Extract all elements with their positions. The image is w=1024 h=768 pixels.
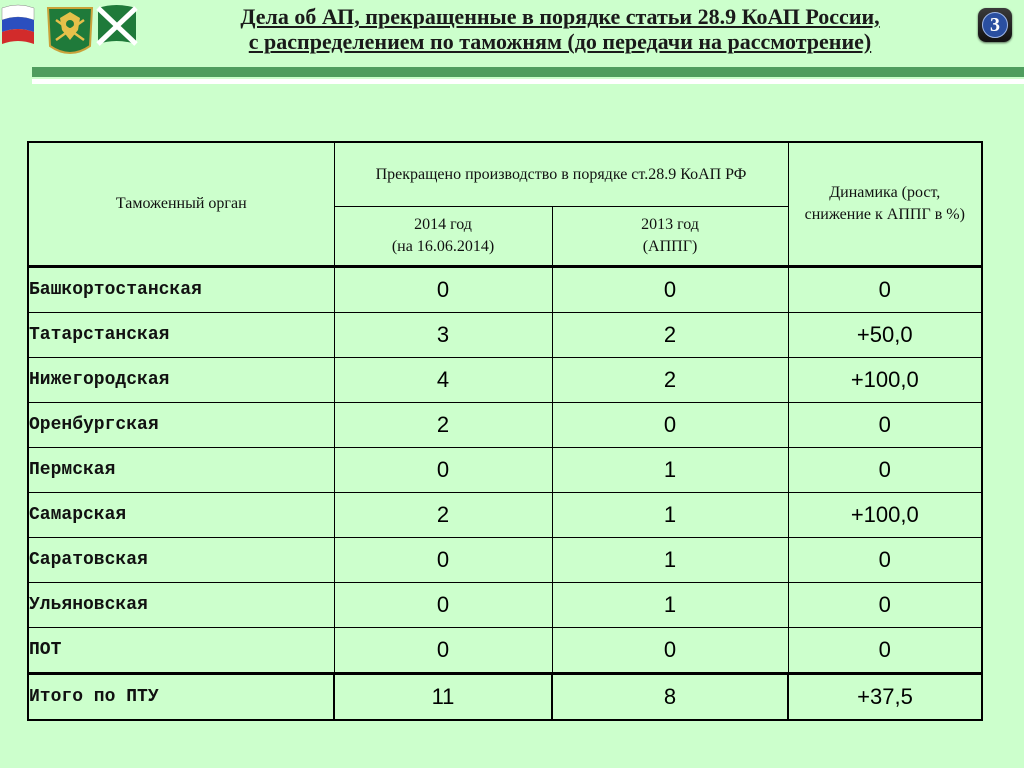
row-2013: 0	[552, 403, 788, 448]
total-label: Итого по ПТУ	[28, 674, 334, 721]
row-dynamics: +50,0	[788, 313, 982, 358]
row-2014: 0	[334, 583, 552, 628]
table-total-row	[28, 674, 982, 721]
row-2014: 2	[334, 403, 552, 448]
title-line-1: Дела об АП, прекращенные в порядке статьи 28.9 КоАП России,	[240, 4, 880, 29]
row-2013: 0	[552, 267, 788, 313]
table-row	[28, 403, 982, 448]
row-dynamics: 0	[788, 538, 982, 583]
accent-bar	[32, 67, 1024, 77]
page-number: 3	[982, 12, 1008, 38]
total-2014: 11	[334, 674, 552, 721]
row-2013: 1	[552, 538, 788, 583]
row-authority: Башкортостанская	[28, 267, 334, 313]
total-dynamics: +37,5	[788, 674, 982, 721]
cases-table	[27, 141, 983, 721]
row-2014: 3	[334, 313, 552, 358]
row-2014: 0	[334, 267, 552, 313]
row-2013: 1	[552, 583, 788, 628]
row-2014: 4	[334, 358, 552, 403]
table-row	[28, 358, 982, 403]
row-2013: 1	[552, 448, 788, 493]
table-row	[28, 538, 982, 583]
col-header-2013: 2013 год (АППГ)	[552, 207, 788, 267]
eagle-emblem-icon	[48, 8, 92, 53]
row-dynamics: +100,0	[788, 358, 982, 403]
row-dynamics: 0	[788, 448, 982, 493]
row-authority: ПОТ	[28, 628, 334, 674]
customs-flag-icon	[98, 5, 136, 44]
table-row	[28, 313, 982, 358]
table-row	[28, 628, 982, 674]
row-dynamics: 0	[788, 267, 982, 313]
row-2013: 0	[552, 628, 788, 674]
table-row	[28, 583, 982, 628]
table-row	[28, 448, 982, 493]
page-title	[150, 4, 970, 54]
row-dynamics: +100,0	[788, 493, 982, 538]
col-header-2014: 2014 год (на 16.06.2014)	[334, 207, 552, 267]
row-2013: 2	[552, 358, 788, 403]
table-row	[28, 267, 982, 313]
row-2014: 2	[334, 493, 552, 538]
row-authority: Ульяновская	[28, 583, 334, 628]
row-2014: 0	[334, 538, 552, 583]
col-header-terminated	[334, 142, 788, 207]
russian-flag-icon	[2, 5, 34, 44]
customs-emblem-flags	[0, 0, 140, 62]
col-header-authority: Таможенный орган	[28, 142, 334, 267]
page-number-badge	[978, 8, 1012, 42]
row-authority: Татарстанская	[28, 313, 334, 358]
row-authority: Оренбургская	[28, 403, 334, 448]
col-header-dynamics-text: Динамика (рост, снижение к АППГ в %)	[804, 184, 965, 223]
row-2013: 1	[552, 493, 788, 538]
row-authority: Пермская	[28, 448, 334, 493]
row-dynamics: 0	[788, 583, 982, 628]
row-authority: Саратовская	[28, 538, 334, 583]
total-2013: 8	[552, 674, 788, 721]
table-row	[28, 493, 982, 538]
row-authority: Нижегородская	[28, 358, 334, 403]
col-header-dynamics	[788, 142, 982, 267]
row-2014: 0	[334, 448, 552, 493]
col-header-terminated-text: Прекращено производство в порядке ст.28.9 КоАП РФ	[375, 165, 747, 183]
row-dynamics: 0	[788, 403, 982, 448]
row-dynamics: 0	[788, 628, 982, 674]
row-2014: 0	[334, 628, 552, 674]
title-line-2: с распределением по таможням (до передачи на рассмотрение)	[248, 29, 872, 54]
row-authority: Самарская	[28, 493, 334, 538]
accent-bar-white	[32, 79, 1024, 84]
row-2013: 2	[552, 313, 788, 358]
